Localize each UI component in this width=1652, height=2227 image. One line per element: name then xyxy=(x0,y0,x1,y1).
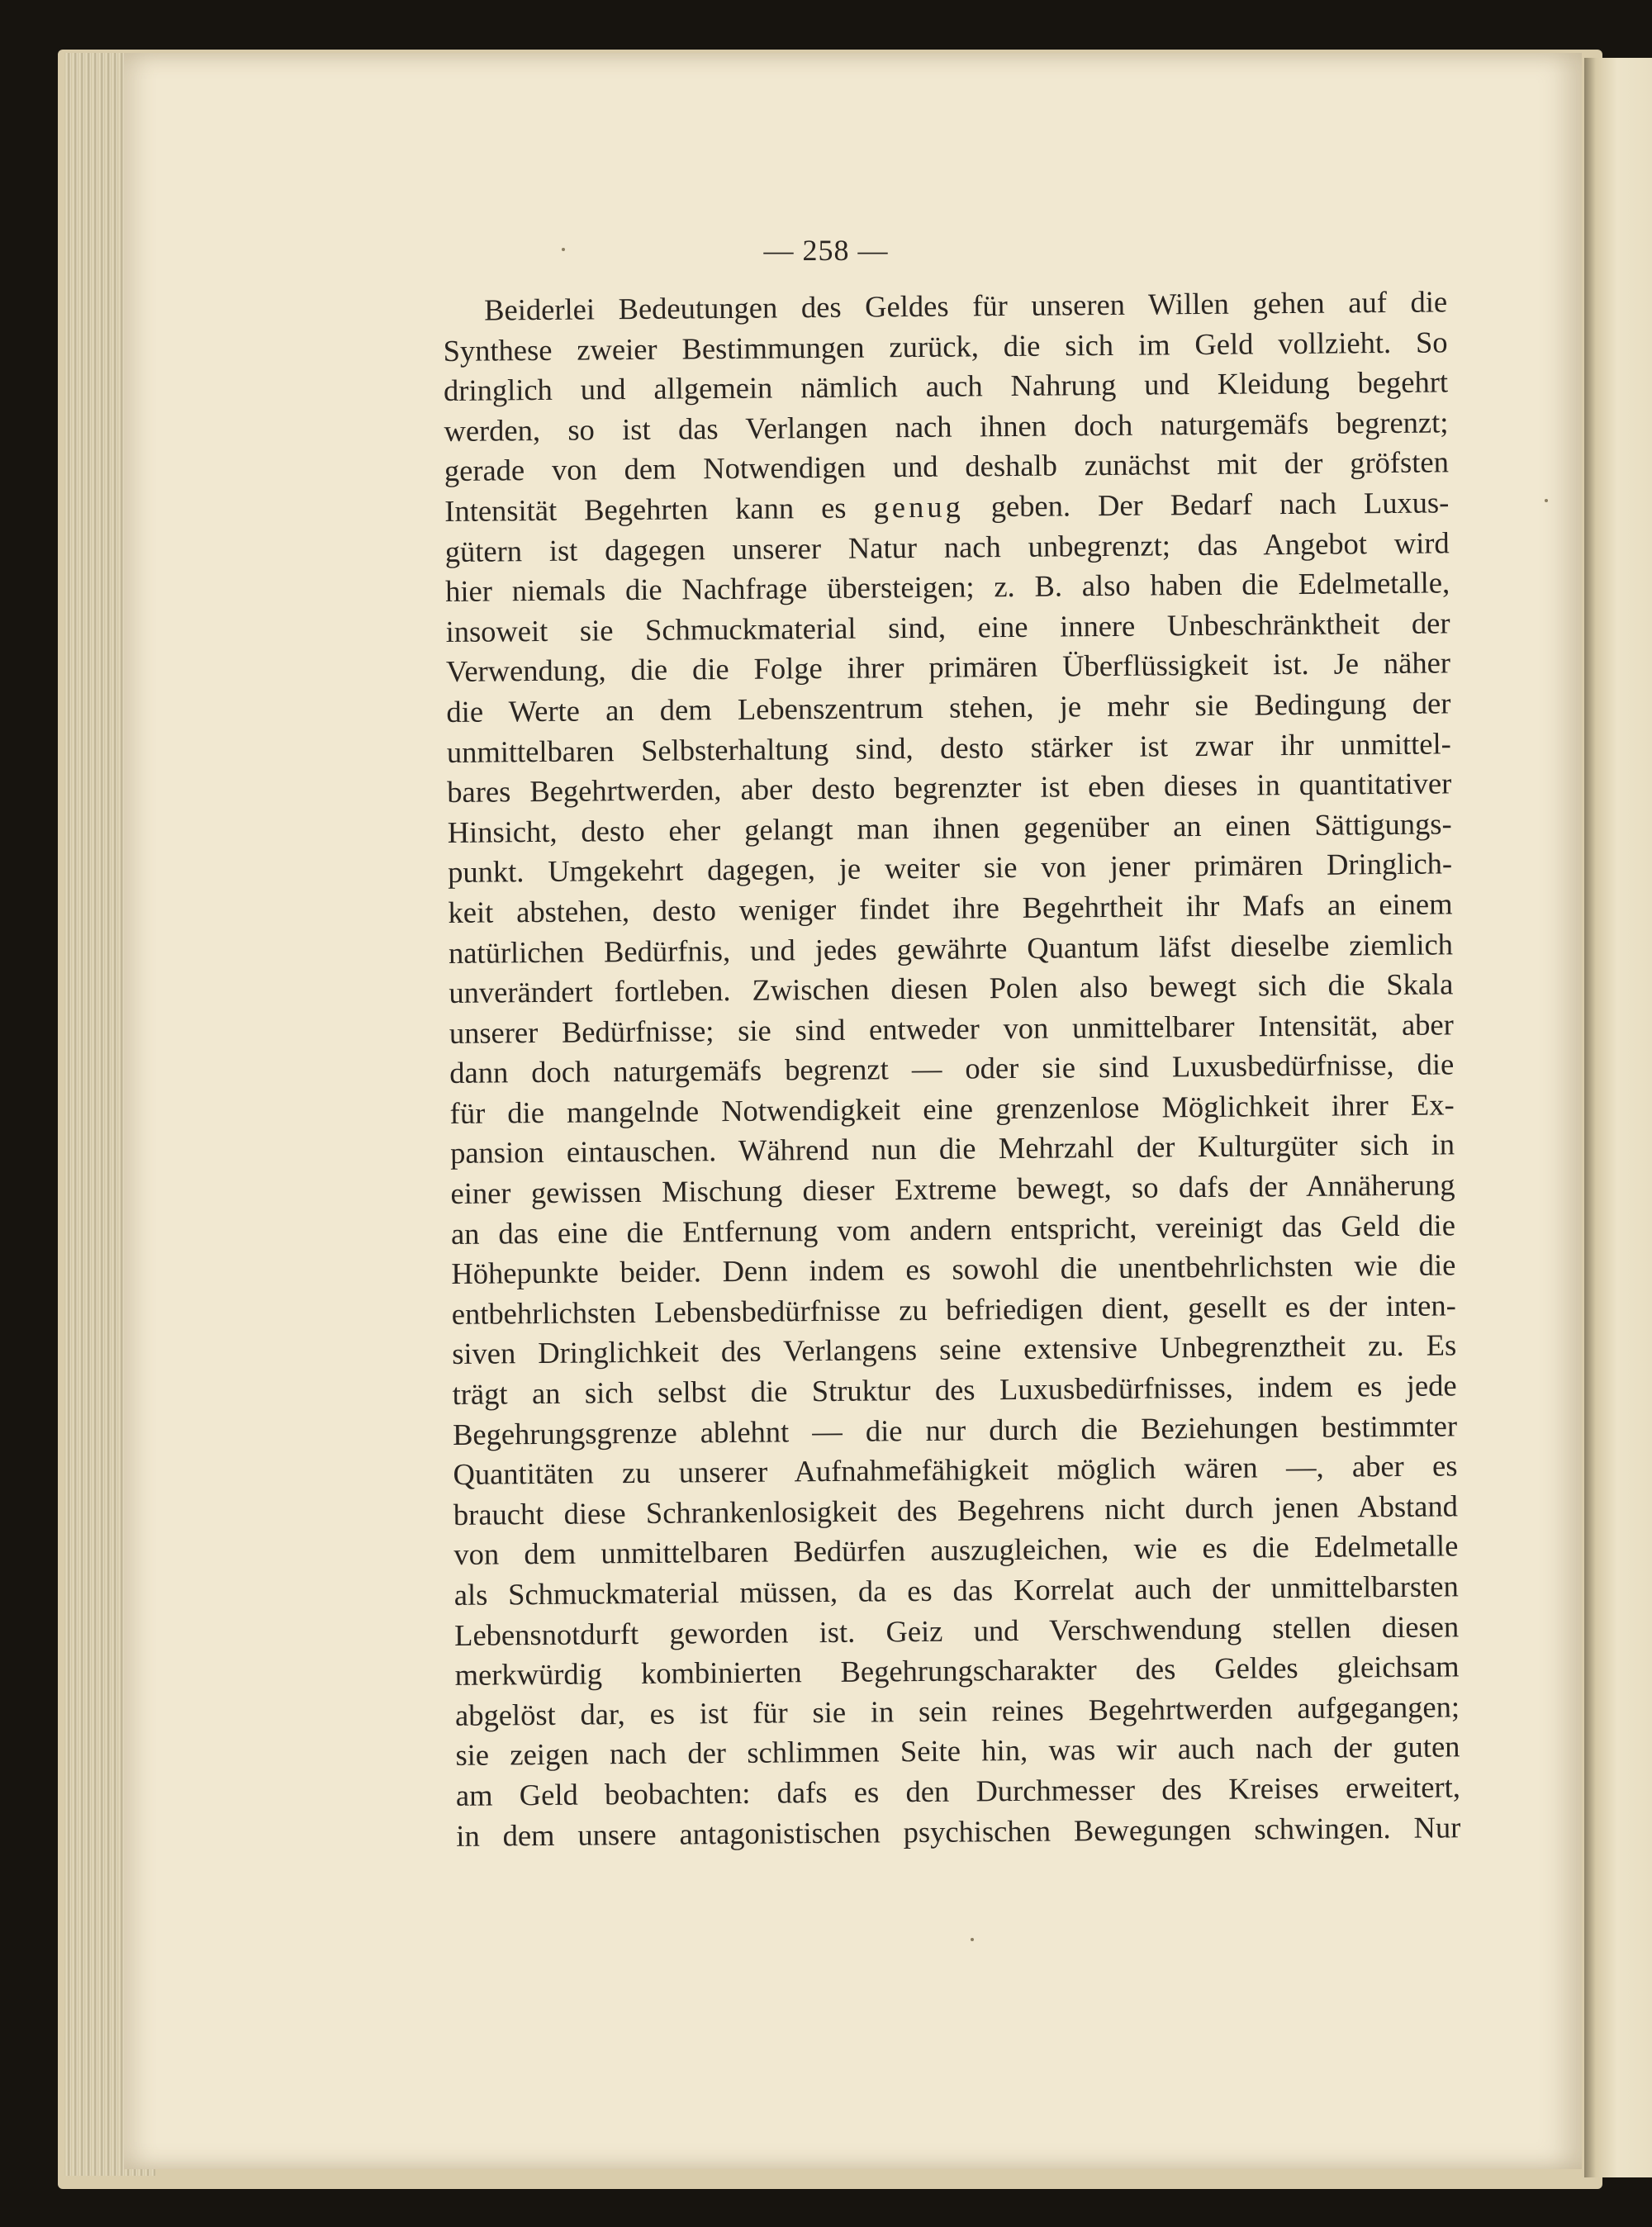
paper-speck xyxy=(971,1938,974,1941)
text-line: hier niemals die Nachfrage übersteigen; z. B. also haben die Edelmetalle, xyxy=(444,565,1450,609)
paper-speck xyxy=(1545,499,1548,502)
text-line: Quantitäten zu unserer Aufnahmefähigkeit möglich wären —, aber es xyxy=(453,1448,1458,1492)
text-segment: Intensität Begehrten kann es xyxy=(444,490,847,528)
text-line: pansion eintauschen. Während nun die Mehrzahl der Kulturgüter sich in xyxy=(449,1127,1455,1170)
text-line: für die mangelnde Notwendigkeit eine grenzenlose Möglichkeit ihrer Ex- xyxy=(449,1087,1455,1130)
text-line: abgelöst dar, es ist für sie in sein reines Begehrtwerden aufgegangen; xyxy=(454,1689,1460,1732)
text-line: unmittelbaren Selbsterhaltung sind, desto stärker ist zwar ihr unmittel- xyxy=(446,725,1452,769)
text-line: einer gewissen Mischung dieser Extreme bewegt, so dafs der Annäherung xyxy=(450,1167,1455,1211)
text-line: dann doch naturgemäfs begrenzt — oder sie sind Luxusbedürfnisse, die xyxy=(449,1047,1455,1090)
page-number: — 258 — xyxy=(763,234,889,267)
text-line: merkwürdig kombinierten Begehrungscharakter des Geldes gleichsam xyxy=(454,1649,1460,1693)
text-line: Lebensnotdurft geworden ist. Geiz und Verschwendung stellen diesen xyxy=(454,1608,1460,1652)
text-line: als Schmuckmaterial müssen, da es das Korrelat auch der unmittelbarsten xyxy=(453,1569,1459,1612)
text-line: punkt. Umgekehrt dagegen, je weiter sie von jener primären Dringlich- xyxy=(447,846,1453,890)
text-line: keit abstehen, desto weniger findet ihre Begehrtheit ihr Mafs an einem xyxy=(448,886,1453,929)
text-line: am Geld beobachten: dafs es den Durchmesser des Kreises erweitert, xyxy=(455,1769,1461,1812)
text-line: unverändert fortleben. Zwischen diesen Polen also bewegt sich die Skala xyxy=(449,966,1454,1010)
emphasized-word: genug xyxy=(873,489,964,525)
text-line: gerade von dem Notwendigen und deshalb zunächst mit der gröfsten xyxy=(444,444,1450,488)
text-line: werden, so ist das Verlangen nach ihnen doch naturgemäfs begrenzt; xyxy=(444,405,1449,448)
text-line: trägt an sich selbst die Struktur des Luxusbedürfnisses, indem es jede xyxy=(452,1368,1457,1411)
text-segment: geben. Der Bedarf nach Luxus- xyxy=(990,485,1450,524)
body-text xyxy=(443,282,1460,1856)
text-line: an das eine die Entfernung vom andern entspricht, vereinigt das Geld die xyxy=(450,1208,1456,1251)
text-line: natürlichen Bedürfnis, und jedes gewährte Quantum läfst dieselbe ziemlich xyxy=(448,926,1454,970)
text-line: braucht diese Schrankenlosigkeit des Begehrens nicht durch jenen Abstand xyxy=(453,1489,1459,1531)
text-line: gütern ist dagegen unserer Natur nach unbegrenzt; das Angebot wird xyxy=(444,525,1450,568)
text-line: sie zeigen nach der schlimmen Seite hin, was wir auch nach der guten xyxy=(455,1729,1460,1773)
text-line: dringlich und allgemein nämlich auch Nahrung und Kleidung begehrt xyxy=(443,364,1449,408)
text-line: bares Begehrtwerden, aber desto begrenzter ist eben dieses in quantitativer xyxy=(447,766,1452,810)
text-line: Begehrungsgrenze ablehnt — die nur durch die Beziehungen bestimmter xyxy=(452,1408,1458,1451)
text-line: die Werte an dem Lebenszentrum stehen, je mehr sie Bedingung der xyxy=(446,686,1451,729)
text-line: insoweit sie Schmuckmaterial sind, eine innere Unbeschränktheit der xyxy=(445,605,1450,648)
text-line: in dem unsere antagonistischen psychischen Bewegungen schwingen. Nur xyxy=(456,1809,1461,1853)
text-line: Hinsicht, desto eher gelangt man ihnen gegenüber an einen Sättigungs- xyxy=(447,806,1452,849)
text-line: Verwendung, die die Folge ihrer primären Überflüssigkeit ist. Je näher xyxy=(445,645,1451,689)
text-line: Synthese zweier Bestimmungen zurück, die sich im Geld vollzieht. So xyxy=(443,324,1448,368)
text-line: siven Dringlichkeit des Verlangens seine extensive Unbegrenztheit zu. Es xyxy=(452,1327,1457,1371)
text-line: Höhepunkte beider. Denn indem es sowohl die unentbehrlichsten wie die xyxy=(451,1247,1456,1291)
adjacent-page-edge xyxy=(1584,58,1652,2177)
text-line: unserer Bedürfnisse; sie sind entweder von unmittelbarer Intensität, aber xyxy=(449,1007,1454,1050)
text-line: entbehrlichsten Lebensbedürfnisse zu befriedigen dient, gesellt es der inten- xyxy=(451,1288,1456,1331)
text-line: von dem unmittelbaren Bedürfen auszugleichen, wie es die Edelmetalle xyxy=(453,1528,1459,1572)
text-line: Beiderlei Bedeutungen des Geldes für unseren Willen gehen auf die xyxy=(484,284,1448,327)
